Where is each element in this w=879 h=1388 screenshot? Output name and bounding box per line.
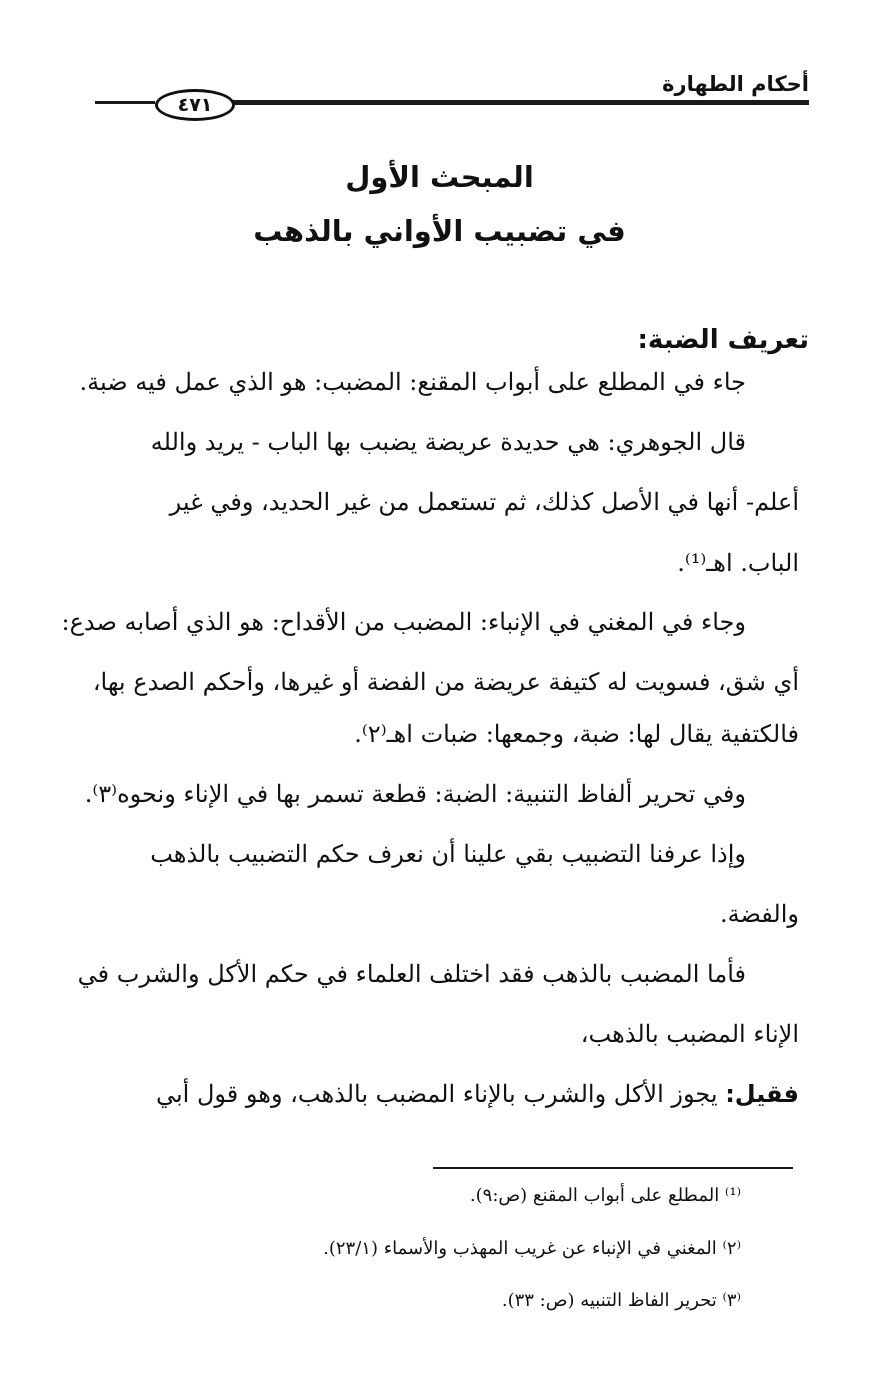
lead-word: فقيل: (725, 1080, 799, 1108)
body-line-text: يجوز الأكل والشرب بالإناء المضبب بالذهب، وهو قول أبي (155, 1080, 718, 1108)
page-number: ٤٧١ (155, 89, 235, 121)
running-header-title: أحكام الطهارة (662, 72, 809, 96)
body-line: الباب. اهـ⁽¹⁾. (677, 549, 799, 577)
body-line: وجاء في المغني في الإنباء: المضبب من الأقداح: هو الذي أصابه صدع: (61, 608, 746, 636)
body-line: فأما المضبب بالذهب فقد اختلف العلماء في حكم الأكل والشرب في (77, 960, 746, 988)
body-line: وفي تحرير ألفاظ التنبية: الضبة: قطعة تسمر بها في الإناء ونحوه⁽٣⁾. (84, 780, 746, 808)
footnote: ⁽¹⁾ المطلع على أبواب المقنع (ص:٩). (469, 1185, 741, 1206)
body-line (156, 1080, 799, 1109)
body-line: وإذا عرفنا التضبيب بقي علينا أن نعرف حكم التضبيب بالذهب (150, 840, 746, 868)
body-line: والفضة. (719, 900, 799, 928)
chapter-subtitle: في تضبيب الأواني بالذهب (253, 214, 626, 248)
chapter-title: المبحث الأول (345, 160, 534, 194)
header-rule-left (95, 101, 155, 104)
body-line: الإناء المضبب بالذهب، (580, 1020, 799, 1048)
body-line: فالكتفية يقال لها: ضبة، وجمعها: ضبات اهـ⁽٢⁾. (354, 720, 799, 748)
section-heading: تعريف الضبة: (637, 325, 809, 355)
footnote: ⁽٣⁾ تحرير الفاظ التنبيه (ص: ٣٣). (501, 1290, 741, 1311)
body-line: أي شق، فسويت له كتيفة عريضة من الفضة أو غيرها، وأحكم الصدع بها، (92, 668, 799, 696)
body-line: جاء في المطلع على أبواب المقنع: المضبب: هو الذي عمل فيه ضبة. (79, 368, 746, 396)
header-rule (228, 100, 809, 105)
body-line: أعلم- أنها في الأصل كذلك، ثم تستعمل من غير الحديد، وفي غير (169, 488, 799, 516)
footnote: ⁽٢⁾ المغني في الإنباء عن غريب المهذب والأسماء (٢٣/١). (323, 1238, 741, 1259)
footnote-separator (433, 1167, 793, 1169)
body-line: قال الجوهري: هي حديدة عريضة يضبب بها الباب - يريد والله (150, 428, 746, 456)
